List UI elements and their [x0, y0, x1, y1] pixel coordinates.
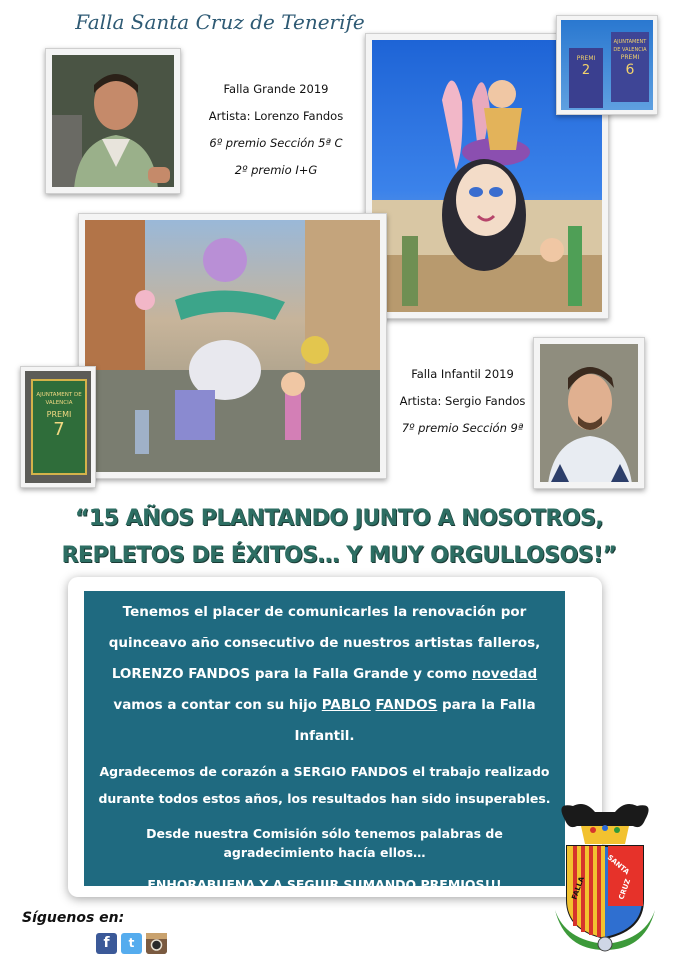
crest-text-right: CRUZ	[617, 877, 633, 901]
instagram-icon[interactable]	[146, 933, 167, 954]
prize-banner-6-org: AJUNTAMENT DE VALENCIA	[613, 39, 647, 53]
message-box	[84, 591, 565, 892]
crest-text-mid: SANTA	[605, 853, 631, 877]
portrait-photo-sergio	[533, 337, 645, 489]
falla-infantil-photo	[78, 213, 387, 479]
falla-infantil-artist: Artista: Sergio Fandos	[399, 394, 526, 408]
falla-infantil-prize: 7º premio Sección 9ª	[401, 421, 524, 435]
portrait-photo-lorenzo	[45, 48, 181, 194]
message-paragraph-2: Agradecemos de corazón a SERGIO FANDOS el trabajo realizado durante todos estos años, los resultados han sido insuperables.	[98, 764, 551, 806]
facebook-icon[interactable]: f	[96, 933, 117, 954]
young-man-portrait-image	[540, 344, 638, 482]
message-p1-pablo: PABLO	[321, 697, 371, 713]
message-p1-text-2: vamos a contar con su hijo	[113, 697, 322, 713]
headline	[20, 500, 658, 574]
prize-banner-2-number: 2	[581, 63, 591, 78]
prize-banner-6-number: 6	[625, 62, 635, 78]
falla-grande-artist: Artista: Lorenzo Fandos	[208, 109, 344, 123]
prize-banners-photo	[556, 15, 658, 115]
message-p1-fandos: FANDOS	[375, 697, 438, 713]
message-p1-text-3: para la Falla Infantil.	[294, 697, 536, 744]
falla-infantil-title: Falla Infantil 2019	[411, 367, 514, 381]
prize-banner-7-word: PREMI	[46, 410, 72, 419]
falla-grande-info	[188, 76, 364, 184]
headline-line-1: “15 AÑOS PLANTANDO JUNTO A NOSOTROS,	[74, 506, 604, 531]
falla-grande-title: Falla Grande 2019	[223, 82, 329, 96]
message-paragraph-3: Desde nuestra Comisión sólo tenemos palabras de agradecimiento hacía ellos…	[146, 826, 503, 860]
crest-text-left: FALLA	[570, 875, 586, 901]
twitter-icon[interactable]: t	[121, 933, 142, 954]
prize-banner-6	[611, 32, 649, 102]
headline-line-2: REPLETOS DE ÉXITOS… Y MUY ORGULLOSOS!”	[61, 543, 617, 568]
man-portrait-image	[52, 55, 174, 187]
falla-infantil-info	[385, 361, 540, 442]
page-title: Falla Santa Cruz de Tenerife	[75, 10, 365, 34]
prize-banner-6-word: PREMI	[620, 54, 640, 61]
message-paragraph-1	[92, 597, 557, 752]
prize-banner-7-number: 7	[53, 419, 65, 440]
prize-banner-2	[569, 48, 603, 108]
prize-banner-photo-left	[20, 366, 96, 488]
message-p1-novedad: novedad	[471, 666, 538, 682]
falla-grande-prize-2: 2º premio I+G	[234, 163, 318, 177]
prize-banner-2-word: PREMI	[576, 55, 596, 62]
instagram-glyph	[146, 933, 167, 954]
falla-grande-prize-1: 6º premio Sección 5ª C	[209, 136, 343, 150]
prize-banner-7-org: AJUNTAMENT DE VALENCIA	[36, 392, 82, 406]
message-paragraph-4: ENHORABUENA Y A SEGUIR SUMANDO PREMIOS!!!	[147, 877, 502, 892]
crest-image	[545, 800, 665, 955]
falla-crest-logo	[545, 800, 665, 955]
falla-infantil-image	[85, 220, 380, 472]
message-p1-text: Tenemos el placer de comunicarles la renovación por quinceavo año consecutivo de nuestros artistas falleros, LORENZO FANDOS para la Falla Grande y como	[108, 604, 541, 682]
prize-banner-7	[31, 379, 87, 475]
follow-us-label: Síguenos en:	[22, 910, 125, 926]
